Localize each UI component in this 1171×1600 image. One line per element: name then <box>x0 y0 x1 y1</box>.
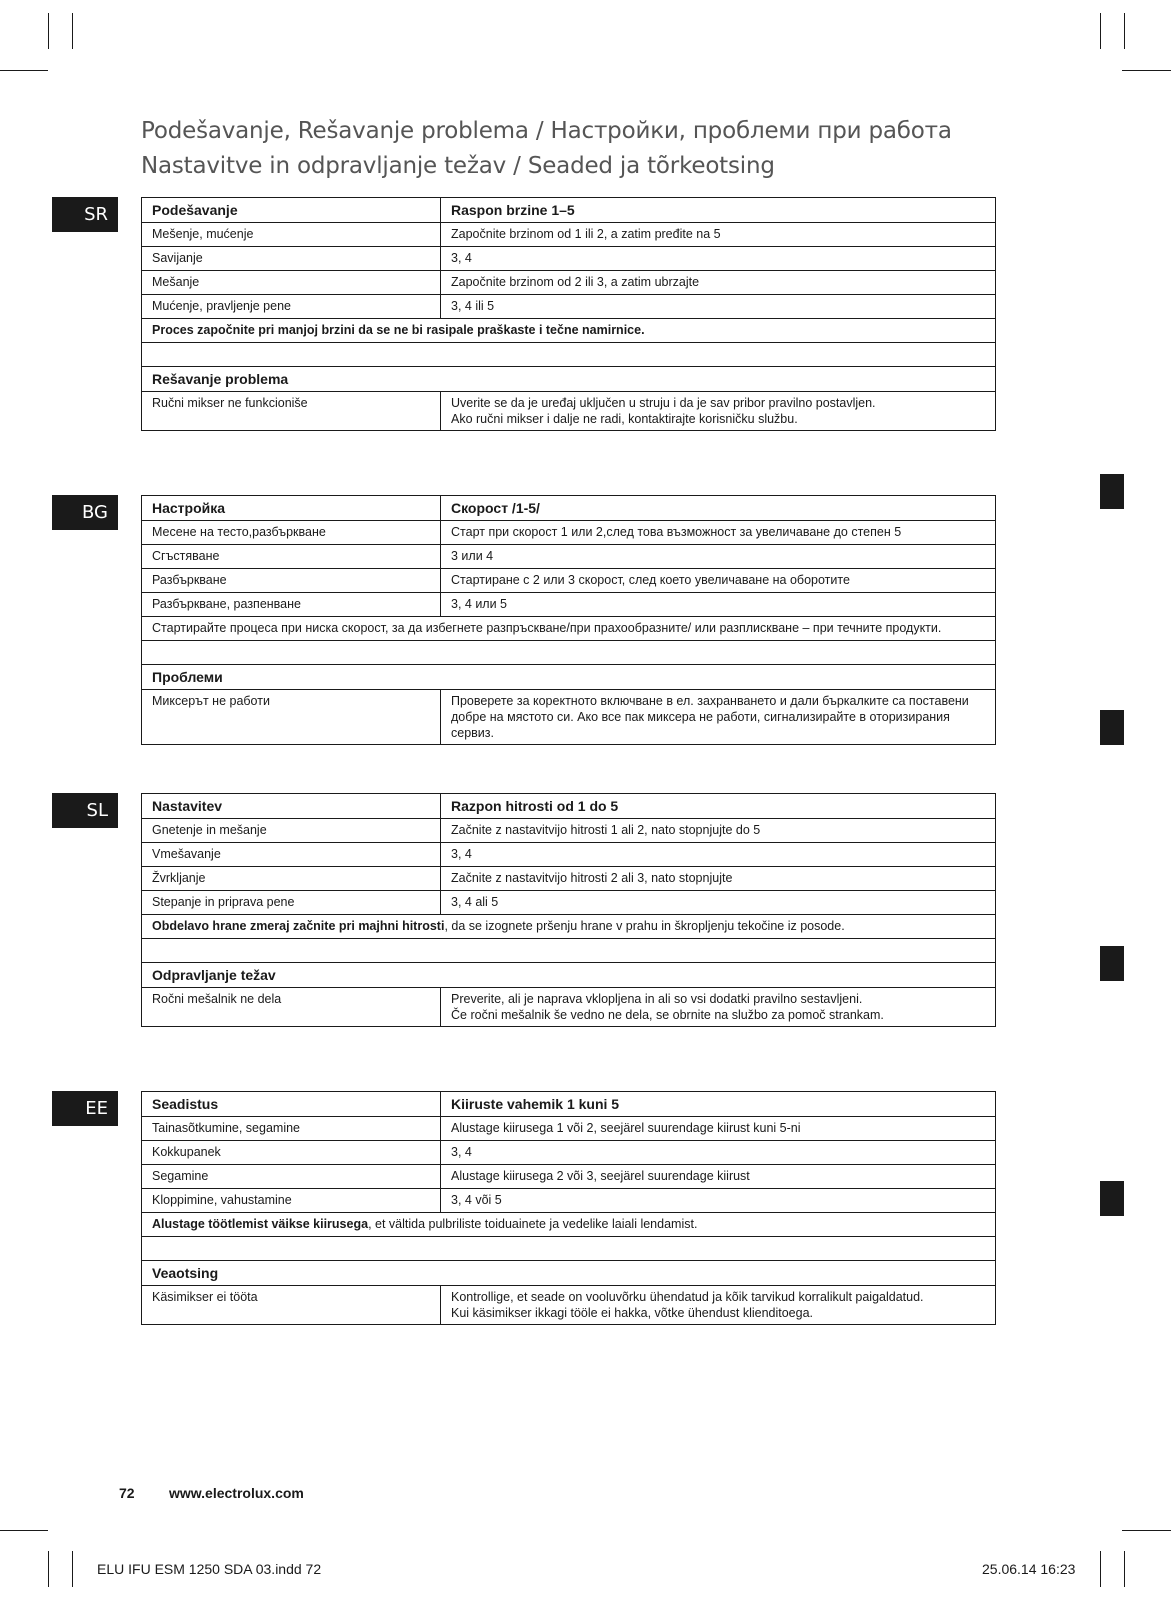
table-row <box>142 842 995 866</box>
trouble-header: Veaotsing <box>152 1265 219 1281</box>
language-badge-bg: BG <box>52 495 118 530</box>
table-cell: Tainasõtkumine, segamine <box>142 1117 441 1140</box>
settings-table-sl <box>141 793 996 1027</box>
table-cell: Стартиране с 2 или 3 скорост, след което увеличаване на оборотите <box>451 573 850 587</box>
trouble-header: Odpravljanje težav <box>152 967 276 983</box>
crop-mark <box>72 1551 73 1587</box>
table-cell: Začnite z nastavitvijo hitrosti 1 ali 2, nato stopnjujte do 5 <box>451 823 761 837</box>
table-row <box>142 222 995 246</box>
table-cell: Savijanje <box>142 247 441 270</box>
crop-mark <box>1100 1551 1101 1587</box>
table-cell: Kloppimine, vahustamine <box>142 1189 441 1212</box>
table-row <box>142 592 995 616</box>
table-row <box>142 294 995 318</box>
note-bold: Alustage töötlemist väikse kiirusega <box>152 1217 369 1231</box>
table-cell: Alustage kiirusega 1 või 2, seejärel suurendage kiirust kuni 5-ni <box>451 1121 801 1135</box>
section-ee <box>141 1091 996 1325</box>
trouble-row <box>142 987 995 1026</box>
crop-mark <box>1100 13 1101 49</box>
bleed-tab <box>1100 710 1124 745</box>
bleed-tab <box>1100 474 1124 509</box>
table-header-row <box>142 198 995 222</box>
table-cell: 3, 4 <box>451 1145 472 1159</box>
spacer-row <box>142 342 995 366</box>
spacer-row <box>142 938 995 962</box>
table-row <box>142 890 995 914</box>
trouble-fix-line: Проверете за коректното включване в ел. захранването и дали бъркалките са поставени добре на мястото си. Ако все пак миксера не работи, сигнализирайте в оторизирания сервиз. <box>451 694 969 740</box>
table-cell: 3, 4 или 5 <box>451 597 508 611</box>
print-slug-file: ELU IFU ESM 1250 SDA 03.indd 72 <box>97 1561 322 1577</box>
table-cell: Mešanje <box>142 271 441 294</box>
trouble-row <box>142 689 995 744</box>
header-cell: Скорост /1-5/ <box>451 500 540 516</box>
trouble-header: Проблеми <box>152 669 223 685</box>
note-text <box>142 617 995 640</box>
page-number: 72 <box>119 1485 135 1501</box>
header-cell: Podešavanje <box>142 198 441 222</box>
trouble-fix-line: Ako ručni mikser i dalje ne radi, kontaktirajte korisničku službu. <box>451 412 798 426</box>
trouble-fix <box>441 690 995 744</box>
language-badge-sl: SL <box>52 793 118 828</box>
section-sr <box>141 197 996 431</box>
table-cell: 3, 4 või 5 <box>451 1193 502 1207</box>
note-row <box>142 1212 995 1236</box>
trouble-header: Rešavanje problema <box>152 371 289 387</box>
print-slug-date: 25.06.14 16:23 <box>982 1561 1076 1577</box>
table-row <box>142 818 995 842</box>
note-rest: , et vältida pulbriliste toiduainete ja vedelike laiali lendamist. <box>368 1217 698 1231</box>
note-row <box>142 318 995 342</box>
table-cell: Alustage kiirusega 2 või 3, seejärel suurendage kiirust <box>451 1169 750 1183</box>
table-cell: 3, 4 <box>451 251 472 265</box>
trouble-fix-line: Uverite se da je uređaj uključen u struju i da je sav pribor pravilno postavljen. <box>451 396 876 410</box>
spacer-row <box>142 640 995 664</box>
crop-mark <box>0 1530 48 1531</box>
trouble-fix <box>441 988 995 1026</box>
table-cell: 3, 4 <box>451 847 472 861</box>
table-header-row <box>142 1092 995 1116</box>
settings-table-ee <box>141 1091 996 1325</box>
table-row <box>142 246 995 270</box>
table-cell: Začnite z nastavitvijo hitrosti 2 ali 3, nato stopnjujte <box>451 871 733 885</box>
trouble-fix <box>441 392 995 430</box>
table-row <box>142 866 995 890</box>
language-badge-sr: SR <box>52 197 118 232</box>
crop-mark <box>1122 70 1171 71</box>
page-title-line-1: Podešavanje, Rešavanje problema / Настройки, проблеми при работа <box>141 118 952 144</box>
trouble-fix-line: Kui käsimikser ikkagi tööle ei hakka, võtke ühendust klienditoega. <box>451 1306 814 1320</box>
header-cell: Настройка <box>142 496 441 520</box>
crop-mark <box>48 1551 49 1587</box>
section-bg <box>141 495 996 745</box>
settings-table-bg <box>141 495 996 745</box>
trouble-row <box>142 391 995 430</box>
table-cell: Месене на тесто,разбъркване <box>142 521 441 544</box>
crop-mark <box>1124 1551 1125 1587</box>
table-cell: Gnetenje in mešanje <box>142 819 441 842</box>
trouble-header-row <box>142 366 995 391</box>
table-row <box>142 1140 995 1164</box>
trouble-fix-line: Preverite, ali je naprava vklopljena in ali so vsi dodatki pravilno sestavljeni. <box>451 992 863 1006</box>
trouble-header-row <box>142 962 995 987</box>
trouble-header-row <box>142 664 995 689</box>
note-rest: Стартирайте процеса при ниска скорост, за да избегнете разпръскване/при прахообразните/ или разплискване – при течните продукти. <box>152 621 942 635</box>
table-row <box>142 1116 995 1140</box>
table-cell: Разбъркване <box>142 569 441 592</box>
trouble-fix-line: Če ročni mešalnik še vedno ne dela, se obrnite na službo za pomoč strankam. <box>451 1008 884 1022</box>
trouble-issue: Käsimikser ei tööta <box>142 1286 441 1324</box>
table-cell: Сгъстяване <box>142 545 441 568</box>
table-cell: 3, 4 ali 5 <box>451 895 499 909</box>
trouble-fix-line: Kontrollige, et seade on vooluvõrku ühendatud ja kõik tarvikud korralikult paigaldatud. <box>451 1290 924 1304</box>
crop-mark <box>0 70 48 71</box>
table-cell: Mešenje, mućenje <box>142 223 441 246</box>
note-text <box>142 915 995 938</box>
table-cell: Разбъркване, разпенване <box>142 593 441 616</box>
table-cell: Vmešavanje <box>142 843 441 866</box>
bleed-tab <box>1100 946 1124 981</box>
header-cell: Raspon brzine 1–5 <box>451 202 575 218</box>
bleed-tab <box>1100 1181 1124 1216</box>
trouble-header-row <box>142 1260 995 1285</box>
table-cell: Старт при скорост 1 или 2,след това възможност за увеличаване до степен 5 <box>451 525 902 539</box>
table-row <box>142 544 995 568</box>
page-title-line-2: Nastavitve in odpravljanje težav / Seaded ja tõrkeotsing <box>141 153 775 179</box>
spacer-row <box>142 1236 995 1260</box>
table-header-row <box>142 794 995 818</box>
table-cell: Započnite brzinom od 1 ili 2, a zatim pređite na 5 <box>451 227 721 241</box>
crop-mark <box>72 13 73 49</box>
header-cell: Seadistus <box>142 1092 441 1116</box>
crop-mark <box>1124 13 1125 49</box>
table-row <box>142 520 995 544</box>
crop-mark <box>1122 1530 1171 1531</box>
note-bold: Obdelavo hrane zmeraj začnite pri majhni hitrosti <box>152 919 445 933</box>
table-cell: Kokkupanek <box>142 1141 441 1164</box>
website-link[interactable]: www.electrolux.com <box>169 1485 304 1501</box>
table-cell: Mućenje, pravljenje pene <box>142 295 441 318</box>
table-row <box>142 270 995 294</box>
table-header-row <box>142 496 995 520</box>
note-row <box>142 914 995 938</box>
note-text <box>142 319 995 342</box>
trouble-issue: Ručni mikser ne funkcioniše <box>142 392 441 430</box>
table-cell: 3, 4 ili 5 <box>451 299 495 313</box>
table-row <box>142 568 995 592</box>
note-text <box>142 1213 995 1236</box>
settings-table-sr <box>141 197 996 431</box>
table-cell: Žvrkljanje <box>142 867 441 890</box>
note-rest: , da se izognete pršenju hrane v prahu in škropljenju tekočine iz posode. <box>444 919 845 933</box>
header-cell: Kiiruste vahemik 1 kuni 5 <box>451 1096 620 1112</box>
note-row <box>142 616 995 640</box>
language-badge-ee: EE <box>52 1091 118 1126</box>
section-sl <box>141 793 996 1027</box>
trouble-row <box>142 1285 995 1324</box>
table-cell: Stepanje in priprava pene <box>142 891 441 914</box>
table-row <box>142 1188 995 1212</box>
trouble-fix <box>441 1286 995 1324</box>
header-cell: Razpon hitrosti od 1 do 5 <box>451 798 619 814</box>
trouble-issue: Миксерът не работи <box>142 690 441 744</box>
table-cell: Započnite brzinom od 2 ili 3, a zatim ubrzajte <box>451 275 700 289</box>
table-cell: 3 или 4 <box>451 549 494 563</box>
header-cell: Nastavitev <box>142 794 441 818</box>
note-bold: Proces započnite pri manjoj brzini da se ne bi rasipale praškaste i tečne namirnice. <box>152 323 645 337</box>
table-cell: Segamine <box>142 1165 441 1188</box>
trouble-issue: Ročni mešalnik ne dela <box>142 988 441 1026</box>
crop-mark <box>48 13 49 49</box>
table-row <box>142 1164 995 1188</box>
page-title <box>141 114 952 184</box>
